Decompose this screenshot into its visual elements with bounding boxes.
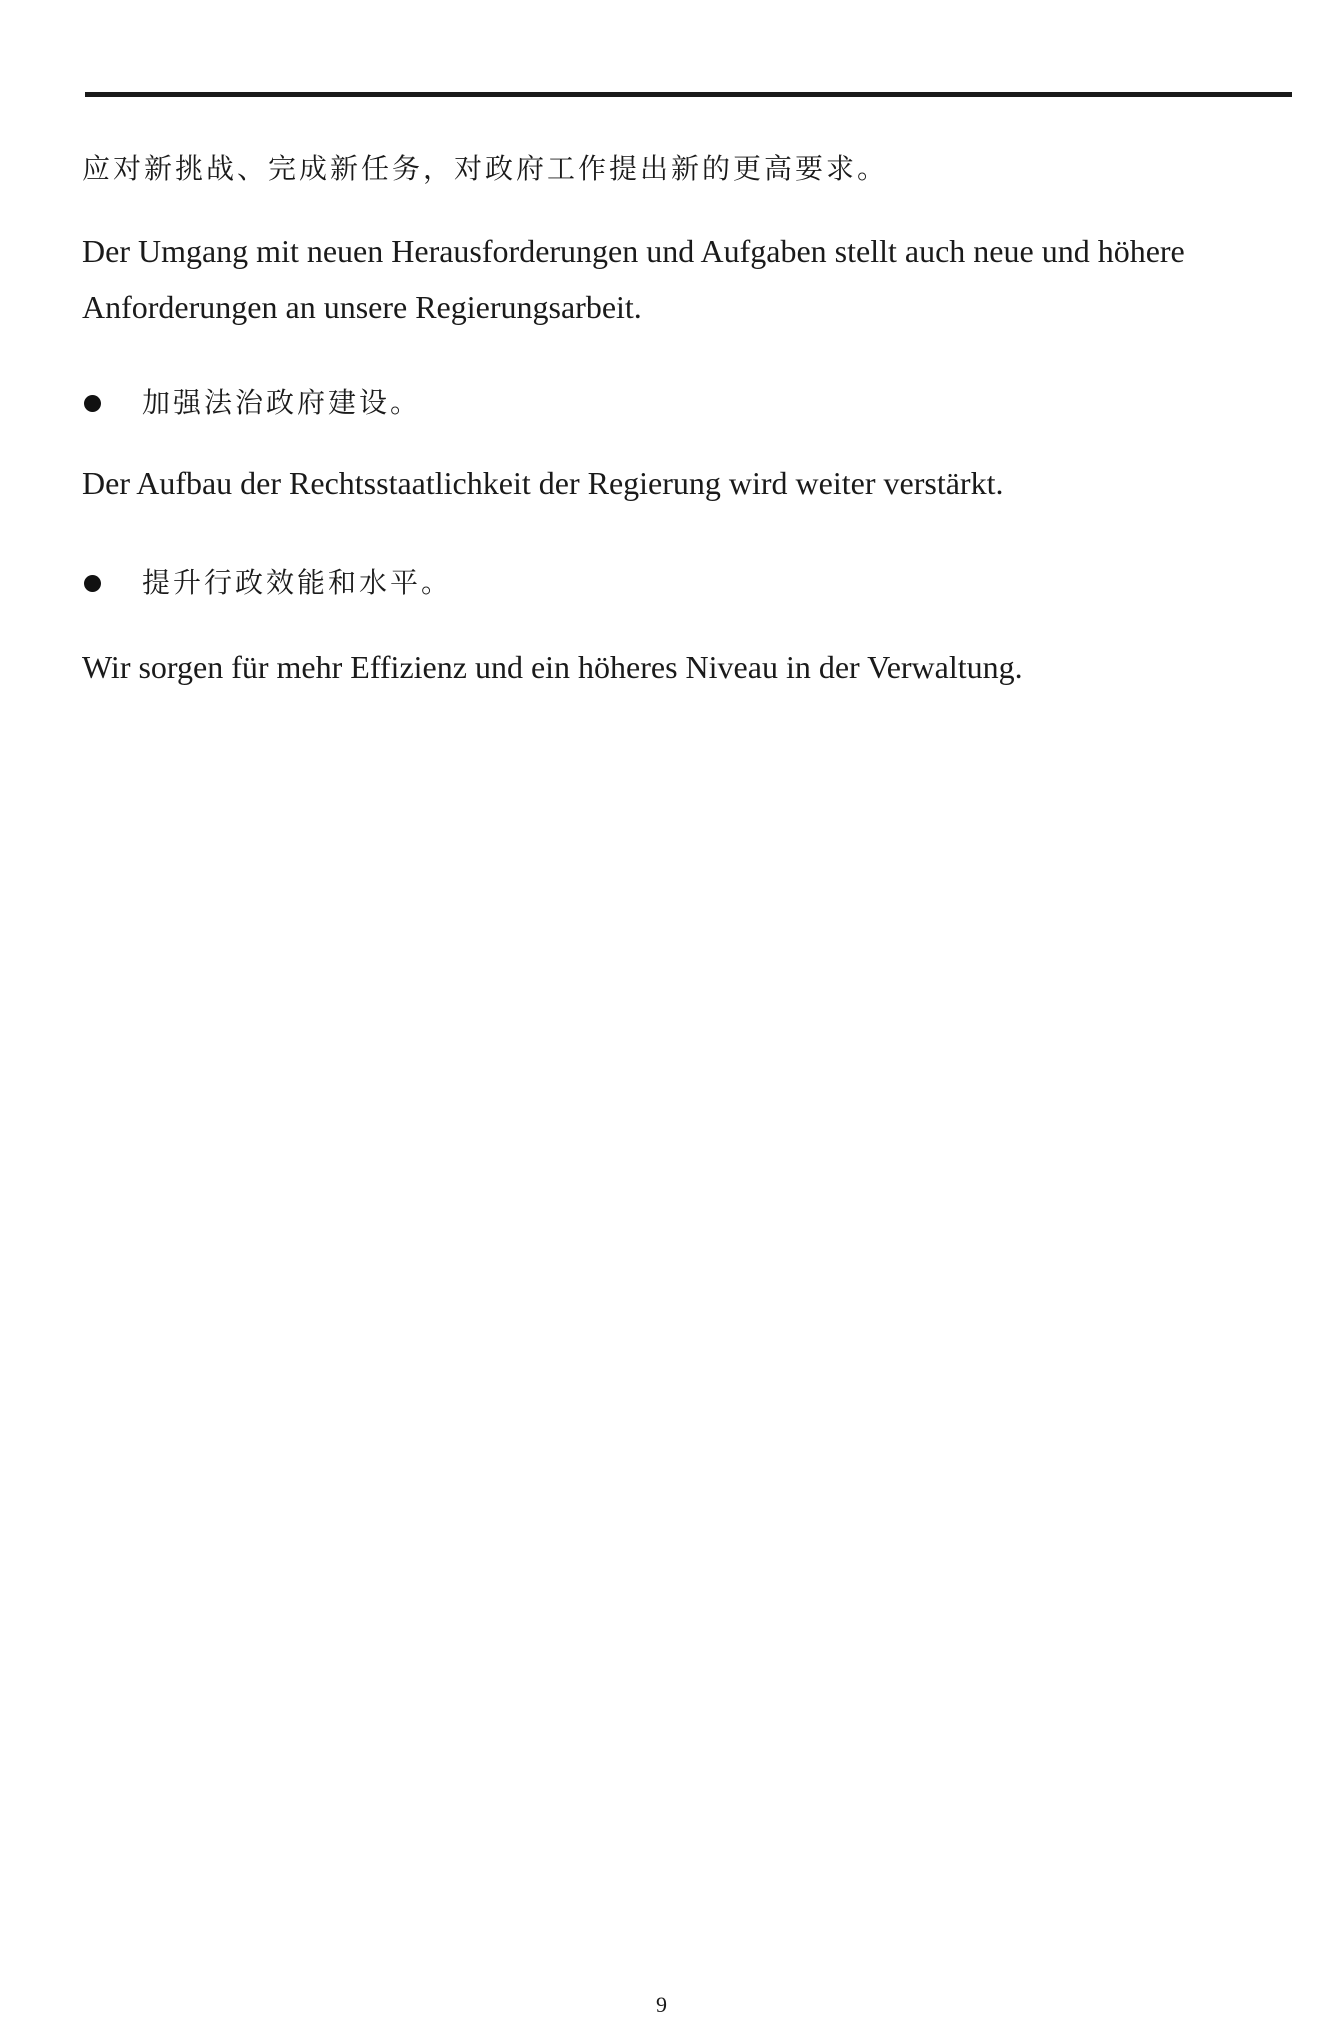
intro-chinese: 应对新挑战、完成新任务，对政府工作提出新的更高要求。: [82, 152, 889, 185]
intro-german: Der Umgang mit neuen Herausforderungen und Aufgaben stellt auch neue und höhere Anforderungen an unsere Regierungsarbeit.: [82, 233, 1185, 325]
bullet-item-2: [82, 565, 452, 601]
bullet-item-chinese: 加强法治政府建设。: [142, 386, 422, 419]
page-number: 9: [656, 1992, 667, 2017]
header-rule: [85, 92, 1292, 97]
bullet-item-1: [82, 385, 421, 421]
bullet-dot-icon: [84, 395, 101, 412]
bullet-dot-icon: [84, 575, 101, 592]
bullet-item-german: Der Aufbau der Rechtsstaatlichkeit der Regierung wird weiter verstärkt.: [82, 465, 1004, 501]
bullet-item-chinese: 提升行政效能和水平。: [142, 566, 453, 599]
bullet-item-german: Wir sorgen für mehr Effizienz und ein höheres Niveau in der Verwaltung.: [82, 649, 1023, 685]
